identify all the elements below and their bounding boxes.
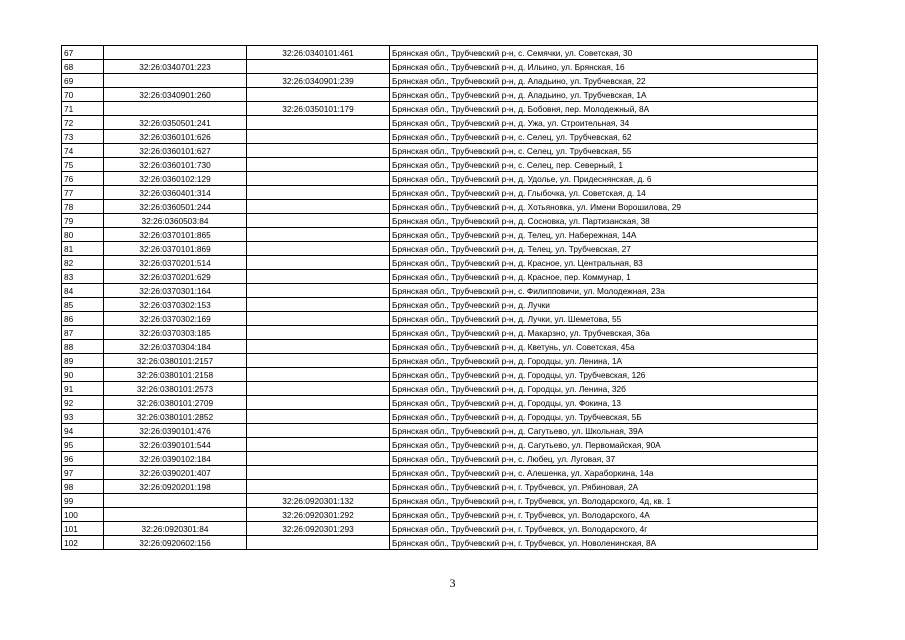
second-cadastral-number-cell: 32:26:0340101:461	[247, 46, 390, 60]
address-cell: Брянская обл., Трубчевский р-н, д. Городцы, ул. Ленина, 1А	[390, 354, 818, 368]
table-row	[62, 466, 818, 480]
second-cadastral-number-cell	[247, 424, 390, 438]
address-cell: Брянская обл., Трубчевский р-н, с. Филипповичи, ул. Молодежная, 23а	[390, 284, 818, 298]
address-cell: Брянская обл., Трубчевский р-н, д. Удолье, ул. Придеснянская, д. 6	[390, 172, 818, 186]
second-cadastral-number-cell	[247, 452, 390, 466]
row-number-cell: 95	[62, 438, 104, 452]
cadastral-number-cell: 32:26:0350501:241	[104, 116, 247, 130]
table-row	[62, 214, 818, 228]
second-cadastral-number-cell	[247, 536, 390, 550]
address-cell: Брянская обл., Трубчевский р-н, д. Городцы, ул. Трубчевская, 5Б	[390, 410, 818, 424]
row-number-cell: 80	[62, 228, 104, 242]
second-cadastral-number-cell	[247, 410, 390, 424]
second-cadastral-number-cell: 32:26:0920301:293	[247, 522, 390, 536]
row-number-cell: 82	[62, 256, 104, 270]
address-cell: Брянская обл., Трубчевский р-н, д. Лучки, ул. Шеметова, 55	[390, 312, 818, 326]
second-cadastral-number-cell	[247, 480, 390, 494]
table-row	[62, 438, 818, 452]
cadastral-number-cell: 32:26:0390102:184	[104, 452, 247, 466]
cadastral-number-cell: 32:26:0370303:185	[104, 326, 247, 340]
table-row	[62, 494, 818, 508]
address-cell: Брянская обл., Трубчевский р-н, г. Трубчевск, ул. Новоленинская, 8А	[390, 536, 818, 550]
table-row	[62, 74, 818, 88]
table-row	[62, 46, 818, 60]
cadastral-number-cell: 32:26:0380101:2157	[104, 354, 247, 368]
row-number-cell: 87	[62, 326, 104, 340]
row-number-cell: 72	[62, 116, 104, 130]
row-number-cell: 97	[62, 466, 104, 480]
second-cadastral-number-cell: 32:26:0340901:239	[247, 74, 390, 88]
cadastral-number-cell: 32:26:0380101:2709	[104, 396, 247, 410]
row-number-cell: 86	[62, 312, 104, 326]
table-row	[62, 368, 818, 382]
second-cadastral-number-cell	[247, 88, 390, 102]
row-number-cell: 102	[62, 536, 104, 550]
second-cadastral-number-cell: 32:26:0350101:179	[247, 102, 390, 116]
cadastral-number-cell: 32:26:0370201:514	[104, 256, 247, 270]
address-cell: Брянская обл., Трубчевский р-н, с. Селец, ул. Трубчевская, 55	[390, 144, 818, 158]
cadastral-number-cell: 32:26:0360101:626	[104, 130, 247, 144]
cadastral-number-cell	[104, 74, 247, 88]
second-cadastral-number-cell	[247, 172, 390, 186]
second-cadastral-number-cell	[247, 116, 390, 130]
second-cadastral-number-cell	[247, 144, 390, 158]
row-number-cell: 77	[62, 186, 104, 200]
row-number-cell: 93	[62, 410, 104, 424]
second-cadastral-number-cell	[247, 186, 390, 200]
second-cadastral-number-cell	[247, 270, 390, 284]
address-cell: Брянская обл., Трубчевский р-н, с. Алешенка, ул. Хараборкина, 14а	[390, 466, 818, 480]
cadastral-number-cell: 32:26:0920602:156	[104, 536, 247, 550]
address-cell: Брянская обл., Трубчевский р-н, д. Красное, пер. Коммунар, 1	[390, 270, 818, 284]
second-cadastral-number-cell: 32:26:0920301:132	[247, 494, 390, 508]
table-row	[62, 480, 818, 494]
second-cadastral-number-cell	[247, 326, 390, 340]
address-cell: Брянская обл., Трубчевский р-н, д. Городцы, ул. Ленина, 32б	[390, 382, 818, 396]
row-number-cell: 70	[62, 88, 104, 102]
table-row	[62, 200, 818, 214]
row-number-cell: 100	[62, 508, 104, 522]
cadastral-number-cell: 32:26:0380101:2158	[104, 368, 247, 382]
second-cadastral-number-cell	[247, 438, 390, 452]
address-cell: Брянская обл., Трубчевский р-н, д. Лучки	[390, 298, 818, 312]
row-number-cell: 91	[62, 382, 104, 396]
cadastral-number-cell: 32:26:0360101:730	[104, 158, 247, 172]
address-cell: Брянская обл., Трубчевский р-н, д. Аладьино, ул. Трубчевская, 1А	[390, 88, 818, 102]
address-cell: Брянская обл., Трубчевский р-н, с. Любец, ул. Луговая, 37	[390, 452, 818, 466]
cadastral-number-cell: 32:26:0370101:869	[104, 242, 247, 256]
cadastral-number-cell: 32:26:0340901:260	[104, 88, 247, 102]
address-cell: Брянская обл., Трубчевский р-н, д. Городцы, ул. Фокина, 13	[390, 396, 818, 410]
cadastral-number-cell: 32:26:0390201:407	[104, 466, 247, 480]
address-cell: Брянская обл., Трубчевский р-н, д. Сагутьево, ул. Школьная, 39А	[390, 424, 818, 438]
row-number-cell: 74	[62, 144, 104, 158]
table-row	[62, 410, 818, 424]
table-row	[62, 172, 818, 186]
second-cadastral-number-cell: 32:26:0920301:292	[247, 508, 390, 522]
second-cadastral-number-cell	[247, 158, 390, 172]
second-cadastral-number-cell	[247, 396, 390, 410]
second-cadastral-number-cell	[247, 242, 390, 256]
table-row	[62, 536, 818, 550]
address-cell: Брянская обл., Трубчевский р-н, с. Селец, ул. Трубчевская, 62	[390, 130, 818, 144]
row-number-cell: 89	[62, 354, 104, 368]
table-row	[62, 424, 818, 438]
address-cell: Брянская обл., Трубчевский р-н, д. Глыбочка, ул. Советская, д. 14	[390, 186, 818, 200]
address-cell: Брянская обл., Трубчевский р-н, д. Красное, ул. Центральная, 83	[390, 256, 818, 270]
address-cell: Брянская обл., Трубчевский р-н, г. Трубчевск, ул. Володарского, 4А	[390, 508, 818, 522]
address-cell: Брянская обл., Трубчевский р-н, д. Телец, ул. Набережная, 14А	[390, 228, 818, 242]
cadastral-number-cell: 32:26:0390101:476	[104, 424, 247, 438]
table-row	[62, 326, 818, 340]
table-row	[62, 256, 818, 270]
address-cell: Брянская обл., Трубчевский р-н, г. Трубчевск, ул. Рябиновая, 2А	[390, 480, 818, 494]
second-cadastral-number-cell	[247, 368, 390, 382]
address-cell: Брянская обл., Трубчевский р-н, д. Макарзно, ул. Трубчевская, 36а	[390, 326, 818, 340]
address-cell: Брянская обл., Трубчевский р-н, д. Телец, ул. Трубчевская, 27	[390, 242, 818, 256]
cadastral-number-cell: 32:26:0370302:153	[104, 298, 247, 312]
address-cell: Брянская обл., Трубчевский р-н, д. Бобовня, пер. Молодежный, 8А	[390, 102, 818, 116]
address-cell: Брянская обл., Трубчевский р-н, д. Ильино, ул. Брянская, 16	[390, 60, 818, 74]
property-table-body	[62, 46, 818, 550]
table-row	[62, 242, 818, 256]
row-number-cell: 101	[62, 522, 104, 536]
cadastral-number-cell: 32:26:0380101:2852	[104, 410, 247, 424]
table-row	[62, 158, 818, 172]
table-row	[62, 354, 818, 368]
cadastral-number-cell: 32:26:0360501:244	[104, 200, 247, 214]
address-cell: Брянская обл., Трубчевский р-н, с. Семячки, ул. Советская, 30	[390, 46, 818, 60]
cadastral-number-cell: 32:26:0360401:314	[104, 186, 247, 200]
table-row	[62, 340, 818, 354]
row-number-cell: 73	[62, 130, 104, 144]
row-number-cell: 71	[62, 102, 104, 116]
row-number-cell: 96	[62, 452, 104, 466]
row-number-cell: 90	[62, 368, 104, 382]
table-row	[62, 186, 818, 200]
address-cell: Брянская обл., Трубчевский р-н, д. Городцы, ул. Трубчевская, 126	[390, 368, 818, 382]
second-cadastral-number-cell	[247, 354, 390, 368]
address-cell: Брянская обл., Трубчевский р-н, г. Трубчевск, ул. Володарского, 4д, кв. 1	[390, 494, 818, 508]
cadastral-number-cell: 32:26:0920201:198	[104, 480, 247, 494]
table-row	[62, 228, 818, 242]
address-cell: Брянская обл., Трубчевский р-н, д. Ужа, ул. Строительная, 34	[390, 116, 818, 130]
cadastral-number-cell: 32:26:0370302:169	[104, 312, 247, 326]
cadastral-number-cell: 32:26:0390101:544	[104, 438, 247, 452]
cadastral-number-cell: 32:26:0370101:865	[104, 228, 247, 242]
table-row	[62, 270, 818, 284]
row-number-cell: 69	[62, 74, 104, 88]
table-row	[62, 508, 818, 522]
row-number-cell: 92	[62, 396, 104, 410]
table-row	[62, 144, 818, 158]
row-number-cell: 75	[62, 158, 104, 172]
second-cadastral-number-cell	[247, 130, 390, 144]
row-number-cell: 84	[62, 284, 104, 298]
row-number-cell: 98	[62, 480, 104, 494]
table-row	[62, 102, 818, 116]
second-cadastral-number-cell	[247, 340, 390, 354]
property-table	[61, 45, 818, 550]
address-cell: Брянская обл., Трубчевский р-н, д. Хотьяновка, ул. Имени Ворошилова, 29	[390, 200, 818, 214]
table-row	[62, 382, 818, 396]
cadastral-number-cell: 32:26:0380101:2573	[104, 382, 247, 396]
row-number-cell: 68	[62, 60, 104, 74]
address-cell: Брянская обл., Трубчевский р-н, д. Кветунь, ул. Советская, 45а	[390, 340, 818, 354]
table-row	[62, 312, 818, 326]
table-row	[62, 452, 818, 466]
second-cadastral-number-cell	[247, 298, 390, 312]
cadastral-number-cell	[104, 46, 247, 60]
table-row	[62, 298, 818, 312]
row-number-cell: 99	[62, 494, 104, 508]
row-number-cell: 67	[62, 46, 104, 60]
row-number-cell: 79	[62, 214, 104, 228]
cadastral-number-cell	[104, 508, 247, 522]
table-row	[62, 60, 818, 74]
table-row	[62, 396, 818, 410]
cadastral-number-cell: 32:26:0370301:164	[104, 284, 247, 298]
cadastral-number-cell: 32:26:0920301:84	[104, 522, 247, 536]
second-cadastral-number-cell	[247, 284, 390, 298]
address-cell: Брянская обл., Трубчевский р-н, д. Аладьино, ул. Трубчевская, 22	[390, 74, 818, 88]
row-number-cell: 76	[62, 172, 104, 186]
second-cadastral-number-cell	[247, 200, 390, 214]
address-cell: Брянская обл., Трубчевский р-н, д. Сагутьево, ул. Первомайская, 90А	[390, 438, 818, 452]
table-row	[62, 130, 818, 144]
address-cell: Брянская обл., Трубчевский р-н, с. Селец, пер. Северный, 1	[390, 158, 818, 172]
cadastral-number-cell: 32:26:0340701:223	[104, 60, 247, 74]
cadastral-number-cell: 32:26:0370201:629	[104, 270, 247, 284]
row-number-cell: 94	[62, 424, 104, 438]
row-number-cell: 78	[62, 200, 104, 214]
table-row	[62, 116, 818, 130]
second-cadastral-number-cell	[247, 312, 390, 326]
second-cadastral-number-cell	[247, 382, 390, 396]
row-number-cell: 83	[62, 270, 104, 284]
second-cadastral-number-cell	[247, 256, 390, 270]
address-cell: Брянская обл., Трубчевский р-н, д. Сосновка, ул. Партизанская, 38	[390, 214, 818, 228]
table-row	[62, 522, 818, 536]
row-number-cell: 81	[62, 242, 104, 256]
cadastral-number-cell	[104, 102, 247, 116]
address-cell: Брянская обл., Трубчевский р-н, г. Трубчевск, ул. Володарского, 4г	[390, 522, 818, 536]
cadastral-number-cell	[104, 494, 247, 508]
second-cadastral-number-cell	[247, 214, 390, 228]
second-cadastral-number-cell	[247, 60, 390, 74]
second-cadastral-number-cell	[247, 228, 390, 242]
cadastral-number-cell: 32:26:0360101:627	[104, 144, 247, 158]
second-cadastral-number-cell	[247, 466, 390, 480]
table-row	[62, 284, 818, 298]
cadastral-number-cell: 32:26:0360503:84	[104, 214, 247, 228]
page-number: 3	[449, 576, 456, 590]
row-number-cell: 88	[62, 340, 104, 354]
table-row	[62, 88, 818, 102]
row-number-cell: 85	[62, 298, 104, 312]
cadastral-number-cell: 32:26:0370304:184	[104, 340, 247, 354]
cadastral-number-cell: 32:26:0360102:129	[104, 172, 247, 186]
